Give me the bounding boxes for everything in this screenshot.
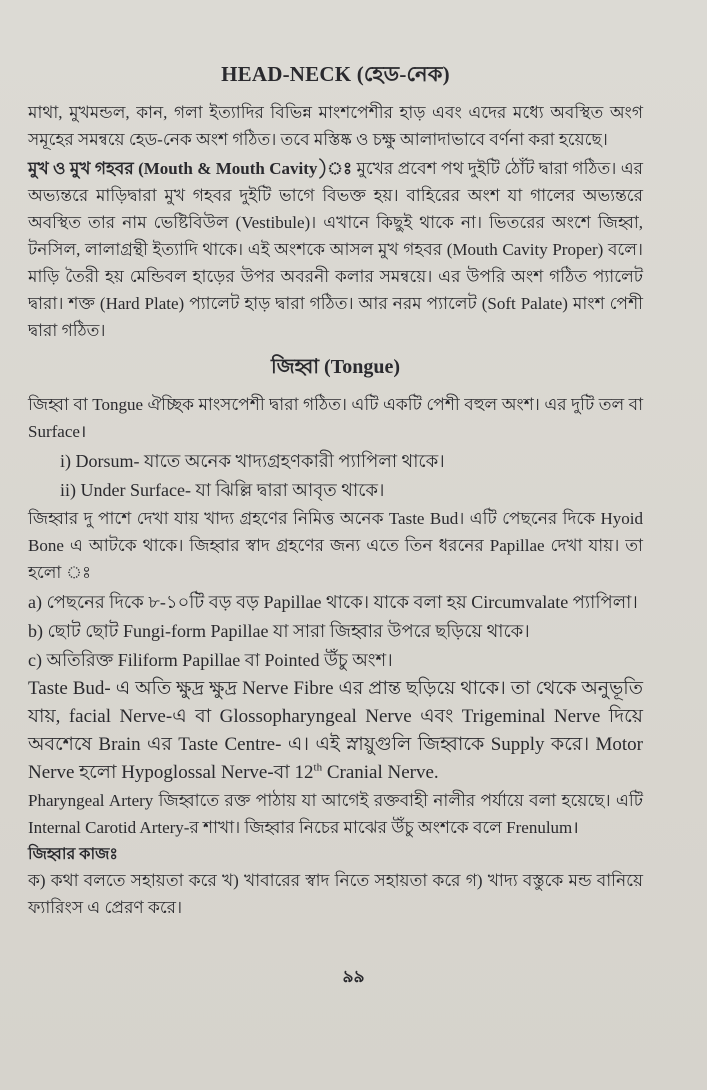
nerve-paragraph	[28, 675, 643, 787]
papillae-item: b) ছোট ছোট Fungi-form Papillae যা সারা জিহ্বার উপরে ছড়িয়ে থাকে।	[28, 621, 530, 641]
mouth-section-label: মুখ ও মুখ গহবর (Mouth & Mouth Cavity)ঃ	[28, 159, 353, 178]
nerve-tail: Cranial Nerve.	[326, 762, 439, 783]
functions-label: জিহ্বার কাজঃ	[28, 846, 118, 863]
mouth-section-text: মুখের প্রবেশ পথ দুইটি ঠোঁট দ্বারা গঠিত। এর অভ্যন্তরে মাড়িদ্বারা মুখ গহবর দুইটি ভাগে বিভক্ত হয়। বাহিরের অংশ যা গালের অভ্যন্তরে অবস্থিত তার নাম ভেষ্টিবিউল (Vestibule)। এখানে কিছুই থাকে না। ভিতরের অংশে জিহ্বা, টনসিল, লালাগ্রন্থী ইত্যাদি থাকে। এই অংশকে আসল মুখ গহবর (Mouth Cavity Proper) বলে। মাড়ি তৈরী হয় মেন্ডিবল হাড়ের উপর অবরনী কলার সমন্বয়ে। এর উপরি অংশ গঠিত প্যালেট দ্বারা। শক্ত (Hard Plate) প্যালেট হাড় দ্বারা গঠিত। আর নরম প্যালেট (Soft Palate) মাংশ পেশী দ্বারা গঠিত।	[28, 159, 644, 340]
surface-item: i) Dorsum- যাতে অনেক খাদ্যগ্রহণকারী প্যাপিলা থাকে।	[60, 451, 445, 471]
taste-paragraph: জিহ্বার দু পাশে দেখা যায় খাদ্য গ্রহণের নিমিত্ত অনেক Taste Bud। এটি পেছনের দিকে Hyoid Bone এ আটকে থাকে। জিহ্বার স্বাদ গ্রহণের জন্য এতে তিন ধরনের Papillae দেখা যায়। তা হলো ঃ	[28, 509, 643, 582]
artery-paragraph: Pharyngeal Artery জিহ্বাতে রক্ত পাঠায় যা আগেই রক্তবাহী নালীর পর্যায়ে বলা হয়েছে। এটি Internal Carotid Artery-র শাখা। জিহ্বার নিচের মাঝের উঁচু অংশকে বলে Frenulum।	[28, 791, 643, 837]
nerve-text: Taste Bud- এ অতি ক্ষুদ্র ক্ষুদ্র Nerve Fibre এর প্রান্ত ছড়িয়ে থাকে। তা থেকে অনুভূতি যায়, facial Nerve-এ বা Glossopharyngeal Nerve এবং Trigeminal Nerve দিয়ে অবশেষে Brain এর Taste Centre- এ। এই স্নায়ুগুলি জিহ্বাকে Supply করে। Motor Nerve হলো Hypoglossal Nerve-বা 12	[28, 678, 643, 783]
tongue-intro-paragraph: জিহ্বা বা Tongue ঐচ্ছিক মাংসপেশী দ্বারা গঠিত। এটি একটি পেশী বহুল অংশ। এর দুটি তল বা Surface।	[28, 395, 643, 441]
papillae-item: c) অতিরিক্ত Filiform Papillae বা Pointed উঁচু অংশ।	[28, 650, 393, 670]
mouth-paragraph	[28, 155, 643, 344]
papillae-item: a) পেছনের দিকে ৮-১০টি বড় বড় Papillae থাকে। যাকে বলা হয় Circumvalate প্যাপিলা।	[28, 592, 638, 612]
nerve-superscript: th	[313, 761, 323, 774]
functions-paragraph: ক) কথা বলতে সহায়তা করে খ) খাবারের স্বাদ নিতে সহায়তা করে গ) খাদ্য বস্তুকে মন্ড বানিয়ে ফ্যারিংস এ প্রেরণ করে।	[28, 871, 643, 917]
intro-paragraph: মাথা, মুখমন্ডল, কান, গলা ইত্যাদির বিভিন্ন মাংশপেশীর হাড় এবং এদের মধ্যে অবস্থিত অংগ সমূহের সমন্বয়ে হেড-নেক অংশ গঠিত। তবে মস্তিষ্ক ও চক্ষু আলাদাভাবে বর্ণনা করা হয়েছে।	[28, 103, 643, 149]
tongue-heading: জিহ্বা (Tongue)	[270, 356, 401, 378]
page-title: HEAD-NECK (হেড-নেক)	[221, 62, 450, 86]
page-number: ৯৯	[342, 967, 365, 986]
surface-item: ii) Under Surface- যা ঝিল্লি দ্বারা আবৃত থাকে।	[60, 480, 385, 500]
